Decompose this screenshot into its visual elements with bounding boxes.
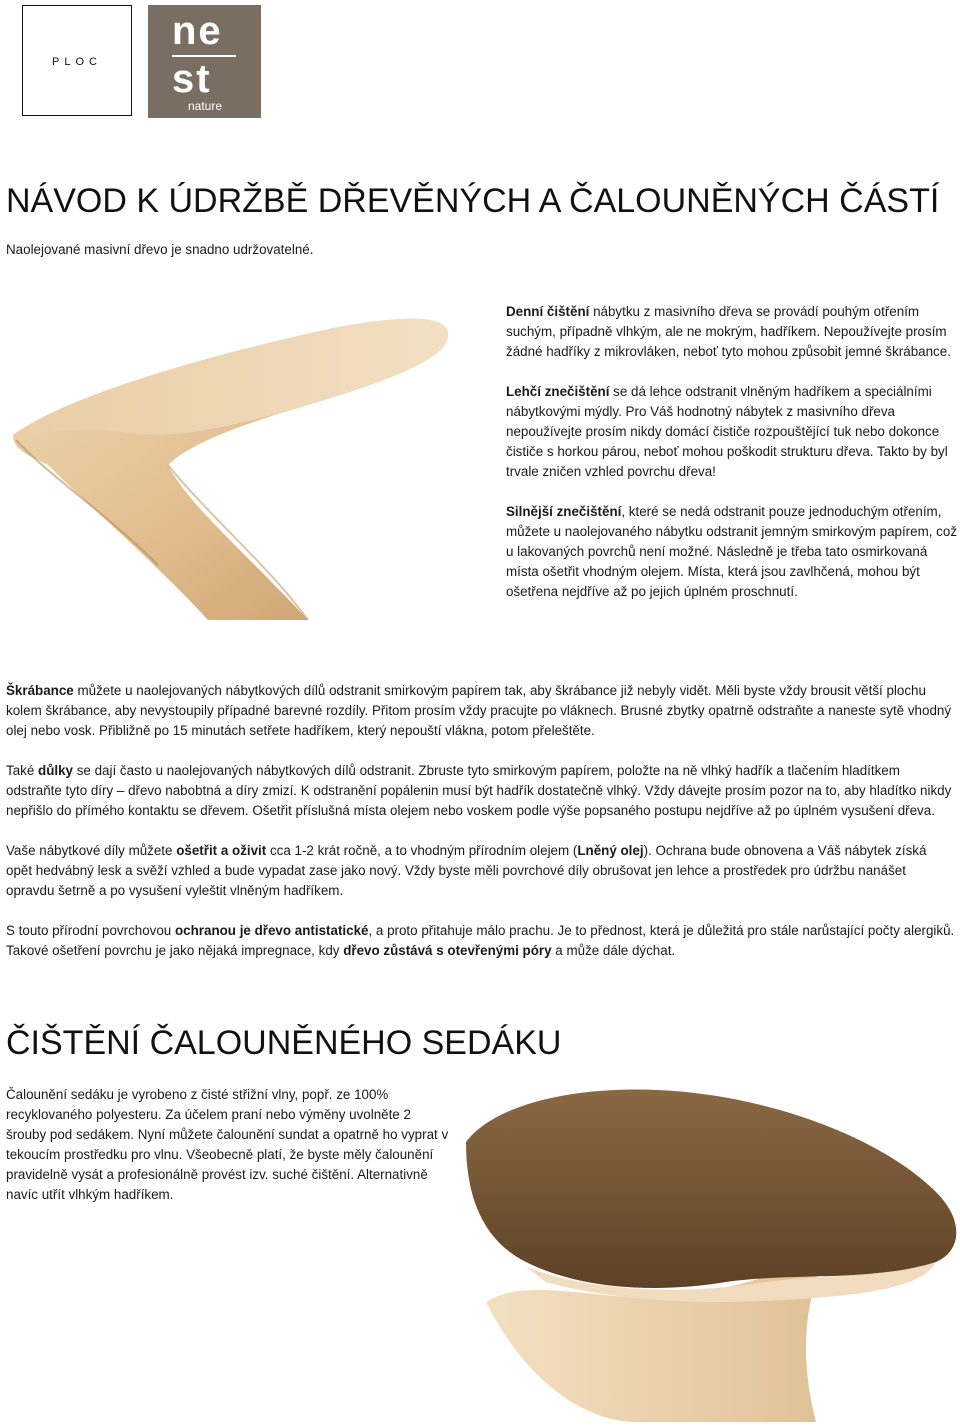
antistatic-lead: S touto přírodní povrchovou	[6, 923, 175, 938]
wooden-stool-image	[8, 315, 500, 620]
nest-logo-line3: nature	[188, 99, 223, 113]
seat-felt-cushion	[466, 1089, 956, 1288]
nest-nature-logo	[148, 5, 261, 118]
scratches-text: můžete u naolejovaných nábytkových dílů odstranit smirkovým papírem tak, aby škrábance již nebyly vidět. Měli byste vždy brousit větší plochu kolem škrábance, aby nevystoupily případné barevné rozdíly. Přitom prosím vždy pracujte po vláknech. Brusné zbytky opatrně odstraňte a naneste sytě vhodný olej nebo vosk. Přibližně po 15 minutách setřete hadříkem, který nepouští vlákna, potom přeleštěte.	[6, 683, 952, 738]
antistatic-text: , a proto přitahuje málo prachu. Je to přednost, která je důležitá pro stále narůstající počty alergiků. Takové ošetření povrchu je jako nějaká impregnace, kdy	[6, 923, 955, 958]
daily-cleaning-paragraph	[506, 302, 958, 362]
dents-paragraph	[6, 761, 956, 821]
dents-heading: důlky	[38, 763, 73, 778]
care-lead: Vaše nábytkové díly můžete	[6, 843, 177, 858]
heavy-dirt-text: , které se nedá odstranit pouze jednoduchým otřením, můžete u naolejovaného nábytku odstranit jemným smirkovým papírem, což u lakovaných povrchů není možné. Následně je třeba tato osmirkovaná místa ošetřit vhodným olejem. Místa, která jsou zavlhčená, mohou být ošetřena nejdříve až po jejich úplném proschnutí.	[506, 504, 958, 599]
heavy-dirt-heading: Silnější znečištění	[506, 504, 622, 519]
page-title: NÁVOD K ÚDRŽBĚ DŘEVĚNÝCH A ČALOUNĚNÝCH ČÁSTÍ	[6, 182, 940, 220]
linseed-oil-label: Lněný olej	[577, 843, 644, 858]
light-dirt-heading: Lehčí znečištění	[506, 384, 610, 399]
nest-logo-line2: st	[172, 57, 212, 101]
antistatic-heading: ochranou je dřevo antistatické	[174, 923, 369, 938]
scratches-paragraph	[6, 681, 956, 741]
light-dirt-text: se dá lehce odstranit vlněným hadříkem a speciálními nábytkovými mýdly. Pro Váš hodnotný nábytek z masivního dřeva nepoužívejte prosím nikdy domácí čističe rozpouštějící tuk nebo dokonce čističe s horkou párou, neboť mohou poškodit strukturu dřeva. Takto by byl trvale zničen vzhled povrchu dřeva!	[506, 384, 948, 479]
daily-cleaning-text: nábytku z masivního dřeva se provádí pouhým otřením suchým, případně vlhkým, ale ne mokrým, hadříkem. Nepoužívejte prosím žádné hadříky z mikrovláken, neboť tyto mohou způsobit jemné škrábance.	[506, 304, 951, 359]
care-heading: ošetřit a oživit	[176, 843, 267, 858]
antistatic-paragraph	[6, 921, 956, 961]
open-pores-label: dřevo zůstává s otevřenými póry	[343, 943, 552, 958]
light-dirt-paragraph	[506, 382, 958, 482]
daily-cleaning-heading: Denní čištění	[506, 304, 590, 319]
nest-logo-line1: ne	[172, 9, 223, 53]
care-paragraph	[6, 841, 956, 901]
care-text: cca 1-2 krát ročně, a to vhodným přírodním olejem (	[266, 843, 578, 858]
antistatic-text-end: a může dále dýchat.	[551, 943, 676, 958]
care-text-end: ). Ochrana bude obnovena a Váš nábytek získá opět hedvábný lesk a svěží vzhled a bude vypadat zase jako nový. Vždy byste měli povrchové díly obrušovat jen lehce a prostředek pro údržbu nanášet opravdu šetrně a po vysušení vyleštit vlněným hadříkem.	[6, 843, 927, 898]
main-body	[6, 681, 956, 981]
seat-section-title: ČIŠTĚNÍ ČALOUNĚNÉHO SEDÁKU	[6, 1024, 562, 1062]
intro-text: Naolejované masivní dřevo je snadno udržovatelné.	[6, 242, 314, 257]
heavy-dirt-paragraph	[506, 502, 958, 602]
ploc-logo	[22, 5, 132, 116]
seat-cleaning-text: Čalounění sedáku je vyrobeno z čisté střižní vlny, popř. ze 100% recyklovaného polyesteru. Za účelem praní nebo výměny uvolněte 2 šrouby pod sedákem. Nyní můžete čalounění sundat a opatrně ho vyprat v tekoucím prostředku pro vlnu. Všeobecně platí, že byste měly čalounění pravidelně vysát a profesionálně provést izv. suché čištění. Alternativně navíc utřít vlhkým hadříkem.	[6, 1087, 449, 1202]
stool-seat-top	[13, 319, 448, 435]
ploc-logo-text: PLOC	[52, 56, 102, 68]
dents-text: se dají často u naolejovaných nábytkových dílů odstranit. Zbruste tyto smirkovým papírem, položte na ně vlhký hadřík a tlačením hladítkem odstraňte tyto díry – dřevo nabobtná a díry zmizí. K odstranění popálenin musí být hadřík dostatečně vlhký. Vždy dávejte prosím pozor na to, aby hladítko nikdy nepřišlo do přímého kontaktu se dřevem. Ošetřit příslušná místa olejem nebo voskem podle výše popsaného postupu nejdříve až po úplném vysušení dřeva.	[6, 763, 952, 818]
scratches-heading: Škrábance	[6, 683, 74, 698]
upholstered-seat-image	[466, 1082, 960, 1422]
right-column	[506, 302, 958, 622]
dents-lead: Také	[6, 763, 39, 778]
